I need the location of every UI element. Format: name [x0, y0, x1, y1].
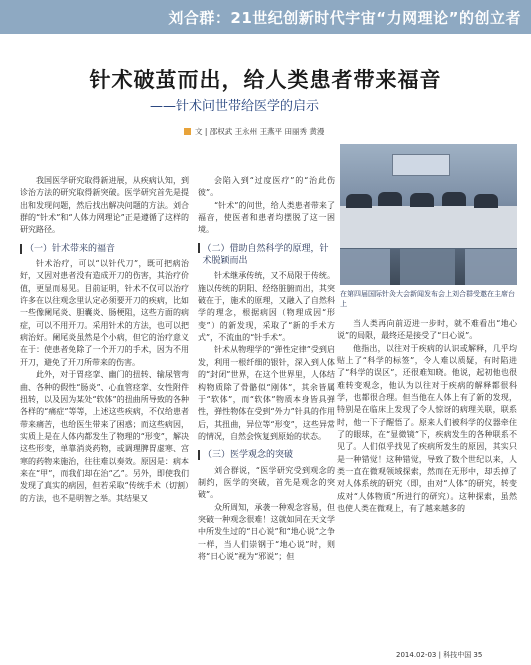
photo-audience: [400, 249, 455, 285]
text-column-3: [337, 318, 517, 516]
paragraph: 针术从物理学的“弹性定律”受到启发，利用一根纤细的银针，深入到人体的“封闭”世界，在这个世界里，人体结构物质除了骨骼似“刚体”，其余皆属于“软体”，而“软体”物质本身皆具弹性，弹性物体在受到“外力”针具的作用后，其扭曲，异位等“形变”，这些异常的情况，自然会恢复到原始的状态。: [198, 345, 335, 441]
photo-person: [346, 194, 372, 208]
photo-caption: 在第四届国际针灸大会新闻发布会上刘合群受邀在主席台上: [340, 290, 515, 308]
photo-table: [340, 206, 517, 248]
paragraph: 当人类再向前迈进一步时，就不难看出“地心说”的局限，最终还是接受了“日心说”。: [337, 319, 517, 341]
photo-person: [378, 192, 402, 206]
paragraph: 此外，对于胃痉挛、幽门的扭转、输尿管弯曲、各种的假性“肠炎”、心血管痉挛、女性附件扭转，以及因为某处“软体”的扭曲所导致的各种各样的“痛症”等等，上述这些疾病，不仅给患者带来痛苦，也给医生带来了困惑；而这些病因，实质上是在人体内都发生了物理的“形变”，解决这些形变，单靠消炎药物，或调理脾胃虚寒、宫寒的药物来施治，往往难以奏效。原因是：病本来在“甲”，而我们却在治“乙”。另外，即使我们发现了真实的病因，但若采取“传统手术（切割）的方法，也不是明智之举。其结果又: [20, 370, 189, 503]
article-title: 针术破茧而出，给人类患者带来福音: [89, 67, 442, 92]
paragraph: 我国医学研究取得新进展，从疾病认知，到诊治方法的研究取得新突破。医学研究首先是提出和发现问题，然后找出解决问题的方法。刘合群的“针术”和“人体力网理论”正是遵循了这样的研究路径。: [20, 176, 189, 235]
section-heading-2: [198, 243, 335, 268]
photo-person: [474, 194, 498, 208]
paragraph: 众所周知，承袭一种观念容易，但突破一种观念很难！这就如同在天文学中所发生过的“日心说”和“地心说”之争一样，当人们崇钢于“地心说”时，则将“日心说”视为“邪说”；但: [198, 502, 335, 561]
banner-title: 刘合群：21世纪创新时代宇宙“力网理论”的创立者: [168, 9, 521, 27]
section-bar-icon: [198, 243, 200, 253]
paragraph: “针术”的问世，给人类患者带来了福音，使医者和患者均摆脱了这一困境。: [198, 200, 335, 235]
conference-photo: [340, 144, 517, 285]
photo-person: [410, 193, 434, 207]
section-heading-text: （二）借助自然科学的原理，针术脱颖而出: [202, 243, 329, 267]
text-column-2: [198, 175, 335, 563]
section-heading-text: （三）医学观念的突破: [203, 450, 294, 461]
paragraph: 会陷入到“过度医疗”的“治此伤彼”。: [198, 176, 335, 198]
section-heading-1: [20, 243, 189, 255]
paragraph: 针术治疗，可以“以针代刀”，既可把病治好，又因对患者没有造成开刀的伤害，其治疗价值，更显而易见。目前证明，针术不仅可以治疗许多在以往观念里认定必须要开刀的疾病，比如一些像阑尾炎、胆囊炎、肠梗阻，这些方面的病症，可以不用开刀。采用针术的方法，也可以把病治好。阑尾炎虽然是个小病，但它的治疗意义在于：使患者免除了一个开刀的手术，因为不用开刀，避免了开刀所带来的伤害。: [20, 259, 189, 367]
article-subtitle: ——针术问世带给医学的启示: [150, 99, 320, 114]
section-bar-icon: [198, 450, 200, 460]
photo-person: [442, 192, 466, 206]
text-column-1: [20, 175, 189, 505]
paragraph: 刘合群说，“医学研究受到观念的制约，医学的突破，首先是观念的突破”。: [198, 465, 335, 500]
photo-audience: [465, 249, 517, 285]
paragraph: 他指出，以往对于疾病的认识或解释，几乎均贴上了“科学的标签”，令人难以质疑，有时陷进了“科学的误区”，还很难知晓。他说，起初他也很难转变观念，他认为以往对于疾病的解释都很科学，也都很合理。但当他在人体上有了新的发现，特别是在临床上发现了令人惊讶的病理关联，联系时，他一下子醒悟了。原来人们被科学的仪器牵住了的眼球，在“显微镜”下，疾病发生的各种联系不见了。人们似乎找见了疾病所发生的原因，其实只是一种错觉！这种错觉，导致了数个世纪以来，人类一直在微观领域探索，然而在无形中，却丢掉了对人体系统的研究（即，由对“人体”的研究，转变成对“人体物质”所进行的研究）。这种探索，虽然也使人类在微观上，有了越来越多的: [337, 343, 517, 514]
byline-square-icon: [184, 128, 191, 135]
byline-text: 文 | 邵权武 王永州 王燕平 田丽秀 黄漫: [195, 127, 325, 136]
section-heading-3: [198, 449, 335, 461]
byline: [184, 126, 324, 137]
section-heading-text: （一）针术带来的福音: [25, 243, 116, 254]
section-bar-icon: [20, 244, 22, 254]
header-banner: [0, 0, 531, 34]
photo-screen: [392, 154, 450, 176]
photo-audience: [340, 249, 390, 285]
paragraph: 针术继承传统，又不局限于传统。施以传统的阴阳、经络脏腑而出，其突破在于，施术的原理，又融入了自然科学的理念，根据病因（物理成因“形变”）的新发现，采取了“新的手术方式”，不流血的“针手术”。: [198, 271, 335, 343]
page-footer: 2014.02-03 | 科技中国 35: [396, 651, 483, 659]
